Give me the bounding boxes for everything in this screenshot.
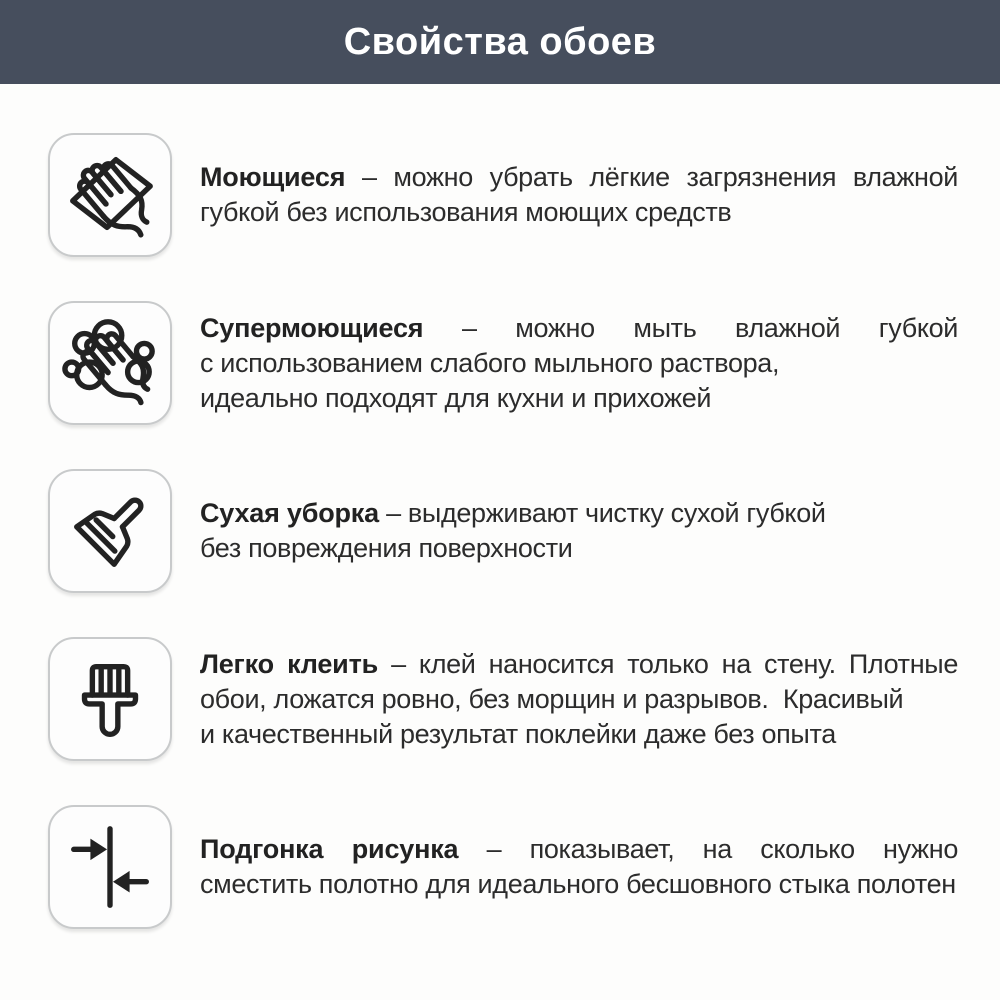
feature-text	[200, 311, 958, 416]
icon-box	[48, 301, 172, 425]
feature-text	[200, 647, 958, 752]
feature-row-washable	[48, 133, 958, 257]
feature-line: Легко клеить – клей наносится только на стену. Плотные	[200, 648, 958, 679]
feature-row-super-washable	[48, 301, 958, 425]
pattern-match-arrows-icon	[61, 818, 159, 916]
feature-line: Сухая уборка – выдерживают чистку сухой губкой	[200, 498, 826, 528]
feature-line: идеально подходят для кухни и прихожей	[200, 382, 712, 413]
feature-line: Супермоющиеся – можно мыть влажной губкой	[200, 312, 958, 343]
feature-title: Супермоющиеся	[200, 312, 424, 343]
icon-box	[48, 133, 172, 257]
feature-line: обои, ложатся ровно, без морщин и разрывов. Красивый	[200, 683, 904, 714]
feature-title: Подгонка рисунка	[200, 834, 459, 864]
feature-title: Сухая уборка	[200, 498, 379, 528]
feature-line: Моющиеся – можно убрать лёгкие загрязнения влажной	[200, 162, 959, 192]
feature-text	[200, 832, 958, 902]
feature-text	[200, 160, 958, 230]
icon-box	[48, 805, 172, 929]
feature-text	[200, 496, 958, 566]
feature-line: и качественный результат поклейки даже без опыта	[200, 718, 836, 749]
hand-soap-bubbles-icon	[61, 314, 159, 412]
feature-line: губкой без использования моющих средств	[200, 197, 732, 227]
feature-row-easy-glue	[48, 637, 958, 761]
icon-box	[48, 469, 172, 593]
broom-icon	[61, 482, 159, 580]
page-title: Свойства обоев	[343, 20, 657, 63]
feature-line: с использованием слабого мыльного раствора,	[200, 347, 780, 378]
feature-line: сместить полотно для идеального бесшовного стыка полотен	[200, 869, 956, 899]
feature-row-dry-cleaning	[48, 469, 958, 593]
feature-row-pattern-match	[48, 805, 958, 929]
hand-wipe-icon	[61, 146, 159, 244]
icon-box	[48, 637, 172, 761]
features-list	[0, 84, 1000, 929]
feature-title: Моющиеся	[200, 162, 346, 192]
feature-line: Подгонка рисунка – показывает, на сколько нужно	[200, 834, 958, 864]
feature-line: без повреждения поверхности	[200, 533, 573, 563]
feature-title: Легко клеить	[200, 648, 379, 679]
header-bar	[0, 0, 1000, 84]
paintbrush-icon	[61, 650, 159, 748]
